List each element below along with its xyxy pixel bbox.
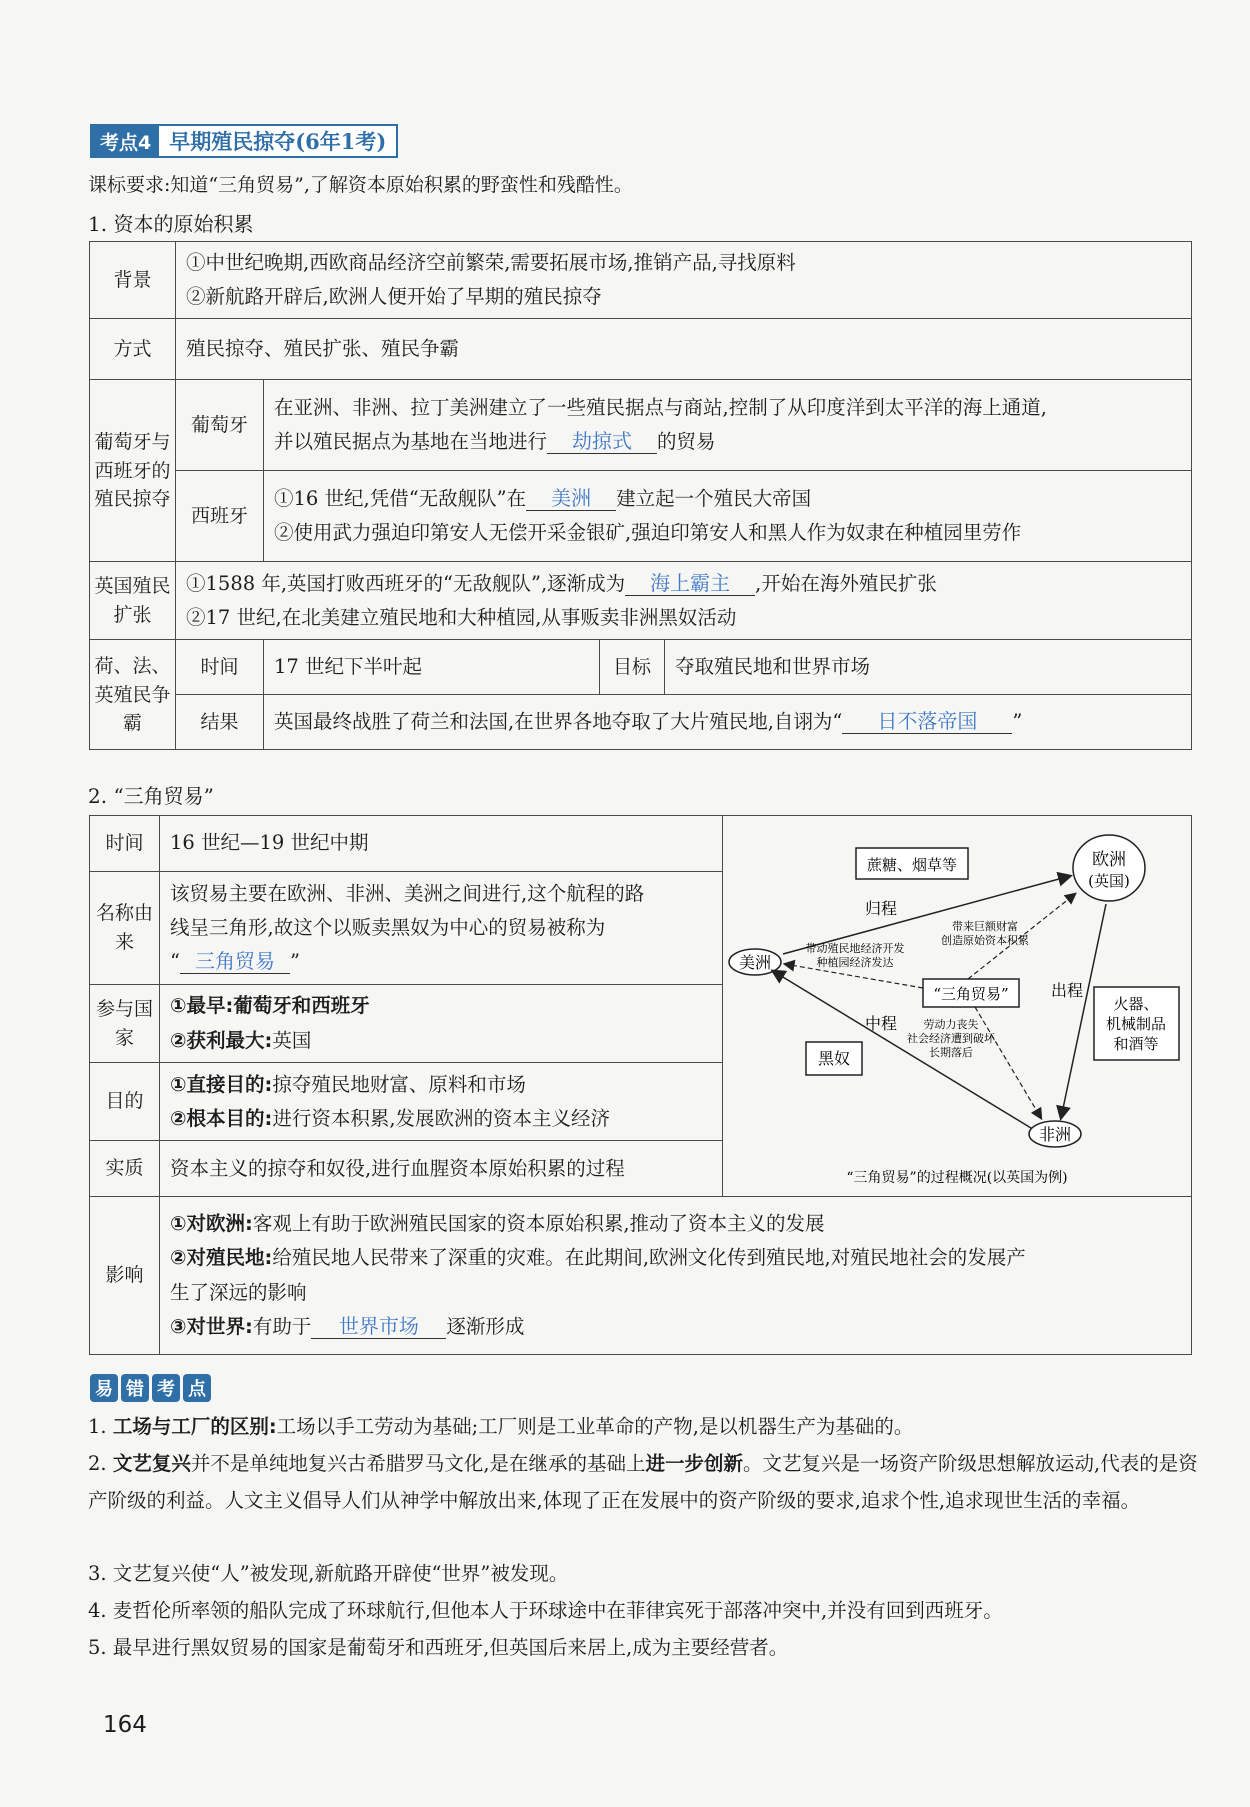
impact-1a: ①对欧洲:: [170, 1212, 253, 1236]
label-method: 方式: [90, 319, 176, 380]
countries-1: ①最早:葡萄牙和西班牙: [170, 994, 370, 1018]
row-rivalry-time: [90, 640, 1192, 695]
purpose-2a: ②根本目的:: [170, 1106, 273, 1130]
purpose-1a: ①直接目的:: [170, 1072, 273, 1096]
goal-value: 夺取殖民地和世界市场: [665, 640, 1192, 695]
impact-content: [160, 1197, 1192, 1355]
label-essence: 实质: [90, 1141, 160, 1197]
error-point-5: 5. 最早进行黑奴贸易的国家是葡萄牙和西班牙,但英国后来居上,成为主要经营者。: [88, 1636, 789, 1659]
origin-3: [170, 945, 712, 979]
label-england: 英国殖民扩张: [90, 562, 176, 640]
background-2: ②新航路开辟后,欧洲人便开始了早期的殖民掠夺: [186, 285, 602, 309]
time-value-2: 16 世纪—19 世纪中期: [160, 816, 723, 872]
goods-label-2: 机械制品: [1105, 1015, 1167, 1033]
label-impact: 影响: [90, 1197, 160, 1355]
result-blank: 日不落帝国: [842, 709, 1012, 734]
e2-num: 2.: [88, 1452, 113, 1475]
row-impact: [90, 1197, 1192, 1355]
error-prone-tag: [90, 1374, 211, 1402]
goods-label-3: 和酒等: [1113, 1035, 1159, 1053]
row-portugal: [90, 380, 1192, 471]
americas-label: 美洲: [738, 953, 772, 972]
label-result: 结果: [176, 695, 264, 750]
spain-content: [264, 471, 1192, 562]
tag-char-4: 点: [183, 1374, 211, 1402]
origin-blank: 三角贸易: [180, 949, 290, 974]
impact-3c: 逐渐形成: [446, 1314, 525, 1338]
spain-2: ②使用武力强迫印第安人无偿开采金银矿,强迫印第安人和黑人作为奴隶在种植园里劳作: [274, 521, 1022, 545]
center-label: “三角贸易”: [933, 985, 1009, 1003]
row-background: [90, 242, 1192, 319]
label-portugal-spain: 葡萄牙与西班牙的殖民掠夺: [90, 380, 176, 562]
trade-diagram: [723, 816, 1191, 1196]
sugar-label: 蔗糖、烟草等: [866, 856, 958, 874]
middle-passage-label: 中程: [865, 1014, 898, 1033]
spain-1b: 建立起一个殖民大帝国: [616, 487, 812, 511]
background-1: ①中世纪晚期,西欧商品经济空前繁荣,需要拓展市场,推销产品,寻找原料: [186, 251, 796, 274]
section-2-title: 2. “三角贸易”: [88, 784, 214, 808]
e2-bold-2: 进一步创新: [645, 1452, 744, 1475]
e1-num: 1.: [88, 1415, 113, 1438]
dashed-to-africa: [975, 1007, 1041, 1118]
impact-2b: 给殖民地人民带来了深重的灾难。在此期间,欧洲文化传到殖民地,对殖民地社会的发展产: [272, 1246, 1026, 1270]
origin-content: [160, 871, 723, 984]
label-spain: 西班牙: [176, 471, 264, 562]
england-content: [176, 562, 1192, 640]
result-content: [264, 695, 1192, 750]
note-africa-2: 社会经济遭到破坏: [907, 1032, 995, 1045]
impact-1: [170, 1207, 1181, 1241]
portugal-1: 在亚洲、非洲、拉丁美洲建立了一些殖民据点与商站,控制了从印度洋到太平洋的海上通道,: [274, 396, 1047, 420]
result-b: ”: [1012, 710, 1023, 734]
tag-char-1: 易: [90, 1374, 118, 1402]
section-1-title: 1. 资本的原始积累: [88, 212, 254, 236]
e2-bold-1: 文艺复兴: [112, 1452, 191, 1475]
spain-blank: 美洲: [526, 486, 616, 511]
portugal-2a: 并以殖民据点为基地在当地进行: [274, 430, 548, 454]
countries-2: [170, 1024, 712, 1058]
purpose-2b: 进行资本积累,发展欧洲的资本主义经济: [272, 1106, 611, 1130]
result-a: 英国最终战胜了荷兰和法国,在世界各地夺取了大片殖民地,自诩为“: [274, 710, 843, 734]
origin-2: 线呈三角形,故这个以贩卖黑奴为中心的贸易被称为: [170, 915, 606, 939]
label-time: 时间: [176, 640, 264, 695]
slaves-label: 黑奴: [817, 1049, 851, 1068]
portugal-2b: 的贸易: [657, 430, 716, 454]
row-rivalry-result: [90, 695, 1192, 750]
note-europe-2: 创造原始资本积累: [941, 934, 1029, 947]
impact-blank: 世界市场: [311, 1314, 446, 1339]
diagram-caption: “三角贸易”的过程概况(以英国为例): [846, 1170, 1068, 1186]
topic-title: 早期殖民掠夺(6年1考): [159, 126, 396, 156]
note-americas-1: 带动殖民地经济开发: [805, 942, 905, 955]
europe-sub-label: (英国): [1088, 872, 1130, 890]
triangular-trade-table: [89, 815, 1192, 1355]
england-2: ②17 世纪,在北美建立殖民地和大种植园,从事贩卖非洲黑奴活动: [186, 605, 737, 629]
return-trip-label: 归程: [865, 899, 898, 918]
page-number: 164: [103, 1712, 147, 1738]
note-americas-2: 种植园经济发达: [816, 956, 894, 969]
note-africa-3: 长期落后: [929, 1046, 973, 1059]
label-portugal: 葡萄牙: [176, 380, 264, 471]
label-time-2: 时间: [90, 816, 160, 872]
impact-2a: ②对殖民地:: [170, 1246, 273, 1270]
portugal-2: [274, 425, 1181, 459]
origin-1: 该贸易主要在欧洲、非洲、美洲之间进行,这个航程的路: [170, 881, 645, 905]
e1-text: 工场以手工劳动为基础;工厂则是工业革命的产物,是以机器生产为基础的。: [276, 1415, 914, 1438]
portugal-blank: 劫掠式: [547, 429, 657, 454]
row-spain: [90, 471, 1192, 562]
trade-diagram-cell: [723, 816, 1192, 1197]
capital-accumulation-table: [89, 241, 1192, 750]
label-background: 背景: [90, 242, 176, 319]
purpose-1: [170, 1068, 712, 1102]
e1-bold: 工场与工厂的区别:: [112, 1415, 277, 1438]
background-content: [176, 242, 1192, 319]
purpose-1b: 掠夺殖民地财富、原料和市场: [272, 1072, 526, 1096]
spain-1a: ①16 世纪,凭借“无敌舰队”在: [274, 487, 527, 511]
tag-char-3: 考: [152, 1374, 180, 1402]
goods-label-1: 火器、: [1113, 995, 1159, 1013]
spain-1: [274, 482, 1181, 516]
error-point-2: [88, 1445, 1198, 1519]
impact-3: [170, 1310, 1181, 1344]
error-point-1: [88, 1408, 1198, 1445]
topic-header: [90, 124, 398, 158]
e2-text-1: 并不是单纯地复兴古希腊罗马文化,是在继承的基础上: [190, 1452, 646, 1475]
note-europe-1: 带来巨额财富: [952, 920, 1018, 933]
label-purpose: 目的: [90, 1063, 160, 1141]
method-content: 殖民掠夺、殖民扩张、殖民争霸: [176, 319, 1192, 380]
countries-2a: ②获利最大:: [170, 1028, 273, 1052]
row-method: [90, 319, 1192, 380]
impact-2: [170, 1241, 1181, 1275]
e2-text-2: 。文艺复兴是一场资产阶级思想解放运动,代表的是资产阶级的利益。人文主义倡导人们从神学中解放出来,体现了正在发展中的资产阶级的要求,追求个性,追求现世生活的幸福。: [88, 1452, 1198, 1512]
england-1: [186, 567, 1181, 601]
origin-3a: “: [170, 949, 180, 973]
england-blank: 海上霸主: [625, 571, 755, 596]
row-england: [90, 562, 1192, 640]
england-1a: ①1588 年,英国打败西班牙的“无敌舰队”,逐渐成为: [186, 571, 626, 595]
countries-2b: 英国: [272, 1028, 312, 1052]
label-origin: 名称由来: [90, 871, 160, 984]
england-1b: ,开始在海外殖民扩张: [755, 571, 937, 595]
portugal-content: [264, 380, 1192, 471]
label-rivalry: 荷、法、英殖民争霸: [90, 640, 176, 750]
row-time: [90, 816, 1192, 872]
countries-content: [160, 984, 723, 1062]
europe-label: 欧洲: [1092, 850, 1126, 870]
outbound-trip-label: 出程: [1051, 981, 1084, 1000]
label-goal: 目标: [600, 640, 665, 695]
essence-value: 资本主义的掠夺和奴役,进行血腥资本原始积累的过程: [160, 1141, 723, 1197]
origin-3b: ”: [289, 949, 300, 973]
note-africa-1: 劳动力丧失: [923, 1018, 979, 1031]
topic-tag: 考点4: [92, 126, 159, 156]
tag-char-2: 错: [121, 1374, 149, 1402]
impact-3a: ③对世界:: [170, 1314, 253, 1338]
impact-2c: 生了深远的影响: [170, 1280, 307, 1304]
purpose-content: [160, 1063, 723, 1141]
africa-label: 非洲: [1038, 1125, 1072, 1144]
error-point-4: 4. 麦哲伦所率领的船队完成了环球航行,但他本人于环球途中在菲律宾死于部落冲突中,并没有回到西班牙。: [88, 1599, 1003, 1622]
label-countries: 参与国家: [90, 984, 160, 1062]
purpose-2: [170, 1102, 712, 1136]
time-value: 17 世纪下半叶起: [264, 640, 600, 695]
impact-1b: 客观上有助于欧洲殖民国家的资本原始积累,推动了资本主义的发展: [252, 1212, 825, 1236]
curriculum-requirement: 课标要求:知道“三角贸易”,了解资本原始积累的野蛮性和残酷性。: [88, 174, 633, 196]
impact-3b: 有助于: [252, 1314, 312, 1338]
error-point-3: 3. 文艺复兴使“人”被发现,新航路开辟使“世界”被发现。: [88, 1562, 569, 1585]
